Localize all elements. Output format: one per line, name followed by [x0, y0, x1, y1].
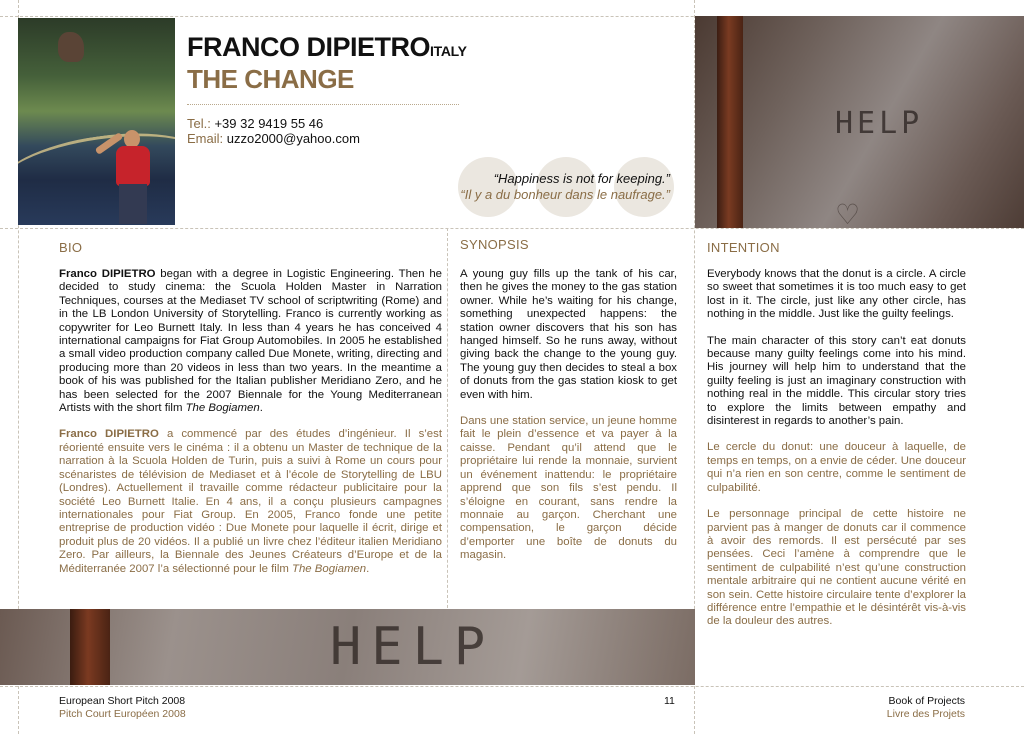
phone-value: +39 32 9419 55 46	[214, 116, 324, 131]
bio-french	[59, 428, 442, 575]
intention-french-2: Le personnage principal de cette histoire ne parvient pas à manger de donuts car il commence à avoir des remords. Il est persécuté par ses pensées. Ceci l’amène à comprendre que le sentiment de culpabilité n’est qu’une construction mentale arbitraire qui ne contient aucune vérité en son sein. Cette histoire circulaire tente d’explorer la différence entre l’empathie et le désintérêt vis-à-vis de la douleur des autres.	[707, 508, 966, 628]
title-underline	[187, 104, 459, 105]
director-name-text: FRANCO DIPIETRO	[187, 32, 431, 62]
intention-french-1: Le cercle du donut: une douceur à laquelle, de temps en temps, on a envie de céder. Une douceur qui n’a rien en son centre, comme le sentiment de culpabilité.	[707, 441, 966, 494]
footer-book-english: Book of Projects	[888, 695, 965, 707]
wall-scrawl: HELP	[835, 106, 924, 141]
header-guide-line	[0, 228, 1024, 229]
intention-english-2: The main character of this story can’t eat donuts because many guilty feelings come into his mind. His journey will help him to understand that the guilty feeling is just an imaginary construction with nothing real in the middle. This circular story tries to explore the limits between empathy and disinterest in regards to another’s pain.	[707, 334, 966, 428]
bio-french-film: The Bogiamen	[292, 562, 367, 575]
bio-english-film: The Bogiamen	[185, 402, 260, 415]
bio-text	[59, 268, 442, 589]
synopsis-text	[460, 268, 677, 576]
intention-text	[707, 268, 966, 642]
director-portrait-photo	[18, 18, 175, 225]
strip-scrawl: HELP	[330, 617, 496, 677]
tagline-english: “Happiness is not for keeping.”	[493, 171, 670, 186]
tagline-french: “Il y a du bonheur dans le naufrage.”	[460, 187, 670, 202]
column-divider-1	[447, 228, 448, 608]
synopsis-english: A young guy fills up the tank of his car, then he gives the money to the gas station owner. While he’s waiting for his change, something unexpected happens: the station owner discovers that his son has hanged himself. So he runs away, without giving back the change to the young guy. The young guy then decides to steal a box of donuts from the gas station kiosk to get even with him.	[460, 268, 677, 401]
bio-english-body: began with a degree in Logistic Engineering. Then he decided to study cinema: the Scuola Holden Master in Narration Techniques, courses at the Mediaset TV school of scriptwriting (Rome) and in the LB London University of Storytelling. Franco is currently working as copywriter for Leo Burnett Italy. In less than 4 years he has conceived 4 international campaigns for Fiat Group Automobiles. In 2005 he established a small video production company called Due Monete, writing, directing and producing more than 20 videos in less than two years. In the meantime a book of his was published for the Italian publisher Meridiano Zero, and he has been selected for the 2007 Biennale for the Young Mediterranean Artists with the short film	[59, 268, 443, 415]
intention-english-1: Everybody knows that the donut is a circle. A circle so sweet that sometimes it is too much easy to get lost in it. The circle, just like any other circle, has nothing in the middle. Just like the guilty feelings.	[707, 268, 966, 321]
synopsis-heading: SYNOPSIS	[460, 237, 529, 252]
phone-label: Tel.:	[187, 116, 211, 131]
bio-english	[59, 268, 442, 415]
page-number: 11	[664, 695, 675, 707]
bio-heading: BIO	[59, 240, 83, 255]
synopsis-french: Dans une station service, un jeune homme fait le plein d’essence et va payer à la caisse. Pendant qu’il attend que le propriétaire lui rende la monnaie, survient un événement inattendu: le propriétaire apprend que son fils s’est pendu. Il s’éloigne en courant, sans rendre la monnaie au garçon. Cherchant une compensation, le garçon décide d’emporter une boîte de donuts du magasin.	[460, 415, 677, 562]
bio-french-end: .	[366, 562, 370, 575]
email-label: Email:	[187, 131, 224, 146]
heart-scrawl-icon: ♡	[835, 199, 861, 228]
footer-book-french: Livre des Projets	[886, 708, 965, 720]
bio-french-name: Franco DIPIETRO	[59, 428, 159, 441]
film-title: THE CHANGE	[187, 64, 354, 94]
footer-right	[887, 695, 965, 721]
bio-french-body: a commencé par des études d’ingénieur. Il s’est réorienté ensuite vers le cinéma : il a obtenu un Master de technique de la narration à la Scuola Holden de Turin, puis a suivi à Rome un cours pour scénaristes de télévision de Mediaset et à l’école de Storytelling de LBU (Londres). Actuellement il travaille comme rédacteur publicitaire pour la société Leo Burnett Italie. En 4 ans, il a conçu plusieurs campagnes internationales pour Fiat Group. En 2005, Franco fonde une petite entreprise de production vidéo : Due Monete pour laquelle il écrit, dirige et produit plus de 20 vidéos. Il a publié un livre chez l’éditeur italien Meridiano Zero. Par ailleurs, la Biennale des Jeunes Créateurs d’Europe et de la Méditerranée 2007 l’a sélectionné pour le film	[59, 428, 442, 575]
phone-line	[187, 116, 323, 131]
intention-heading: INTENTION	[707, 240, 780, 255]
director-name	[187, 32, 467, 63]
help-strip-photo	[0, 609, 695, 685]
footer-event-english: European Short Pitch 2008	[59, 695, 186, 707]
bio-english-end: .	[259, 402, 263, 415]
director-country: ITALY	[430, 43, 467, 59]
footer-left	[59, 695, 186, 721]
footer-event-french: Pitch Court Européen 2008	[59, 708, 186, 720]
help-wall-photo	[695, 16, 1024, 228]
footer-guide-line	[0, 686, 1024, 687]
bio-english-name: Franco DIPIETRO	[59, 268, 156, 280]
email-line	[187, 131, 360, 146]
email-value[interactable]: uzzo2000@yahoo.com	[226, 131, 360, 146]
